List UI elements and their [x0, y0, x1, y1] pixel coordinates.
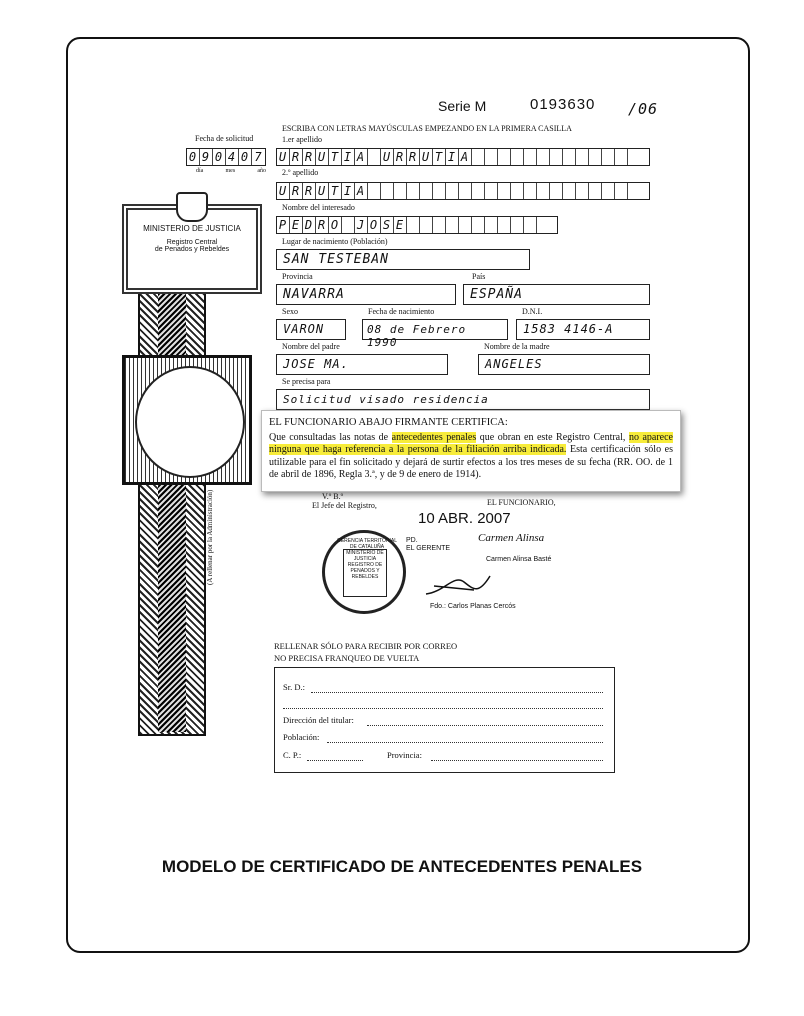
gerente-label: EL GERENTE	[406, 545, 451, 552]
decorative-medallion	[122, 355, 252, 485]
nombre-grid[interactable]: P E D R O J O S E	[276, 216, 558, 234]
padre-label: Nombre del padre	[282, 342, 340, 351]
mail-provincia-input[interactable]	[431, 760, 603, 761]
official-stamp: GERENCIA TERRITORIAL DE CATALUÑA MINISTERIO DE JUSTICIA REGISTRO DE PENADOS Y REBELDES	[322, 530, 406, 614]
ministry-emblem	[122, 204, 262, 294]
fecha-solicitud-sub: día mes año	[196, 168, 266, 174]
apellido1-label: 1.er apellido	[282, 135, 322, 144]
vb-label: V.º B.º	[322, 492, 344, 501]
signature-date: 10 ABR. 2007	[418, 510, 511, 527]
sr-label: Sr. D.:	[283, 682, 305, 692]
direccion-input[interactable]	[367, 725, 603, 726]
pd-label: PD.	[406, 537, 418, 544]
fecha-nac-label: Fecha de nacimiento	[368, 307, 435, 316]
ministry-line2: de Penados y Rebeldes	[154, 246, 230, 253]
caption: MODELO DE CERTIFICADO DE ANTECEDENTES PENALES	[161, 857, 643, 876]
direccion-label: Dirección del titular:	[283, 715, 354, 725]
provincia-field[interactable]: NAVARRA	[276, 284, 456, 305]
signature-carmen: Carmen Alinsa	[478, 532, 545, 544]
ministry-name: MINISTERIO DE JUSTICIA	[143, 224, 241, 233]
highlight-antecedentes: antecedentes penales	[391, 431, 477, 443]
nombre-label: Nombre del interesado	[282, 203, 355, 212]
certification-heading: EL FUNCIONARIO ABAJO FIRMANTE CERTIFICA:	[269, 417, 508, 428]
cp-input[interactable]	[307, 760, 363, 761]
cp-label: C. P.:	[283, 750, 302, 760]
serie-number: 0193630	[530, 96, 596, 113]
madre-label: Nombre de la madre	[484, 342, 550, 351]
ministry-line1: Registro Central	[166, 239, 218, 246]
precisa-field[interactable]: Solicitud visado residencia	[276, 389, 650, 410]
padre-field[interactable]: JOSE MA.	[276, 354, 448, 375]
pais-field[interactable]: ESPAÑA	[463, 284, 650, 305]
funcionario-label: EL FUNCIONARIO,	[487, 498, 556, 507]
mail-address-box	[274, 667, 615, 773]
signature-carmen-name: Carmen Alinsa Basté	[486, 556, 552, 563]
lugar-label: Lugar de nacimiento (Población)	[282, 237, 388, 246]
apellido2-label: 2.º apellido	[282, 168, 319, 177]
sr-input-2[interactable]	[283, 708, 603, 709]
sr-input[interactable]	[311, 692, 603, 693]
sexo-field[interactable]: VARON	[276, 319, 346, 340]
crown-shield-icon	[176, 192, 208, 222]
jefe-label: El Jefe del Registro,	[312, 501, 377, 510]
dni-label: D.N.I.	[522, 307, 543, 316]
fecha-nac-field[interactable]: 08 de Febrero 1990	[362, 319, 508, 340]
apellido2-grid[interactable]: U R R U T I A	[276, 182, 650, 200]
poblacion-input[interactable]	[327, 742, 603, 743]
pais-label: País	[472, 272, 486, 281]
serie-label: Serie M	[438, 98, 487, 114]
mail-line1: RELLENAR SÓLO PARA RECIBIR POR CORREO	[274, 641, 458, 651]
mail-line2: NO PRECISA FRANQUEO DE VUELTA	[274, 653, 420, 663]
mail-provincia-label: Provincia:	[387, 750, 422, 760]
fecha-solicitud-label: Fecha de solicitud	[195, 134, 254, 143]
certification-text: EL FUNCIONARIO ABAJO FIRMANTE CERTIFICA: Que consultadas las notas de antecedentes penales que obran en este Registro Central, no aparece ninguna que haga referencia a la persona de la filiación arriba indicada. Esta certificación sólo es utilizable para el fin solicitado y dejará de surtir efectos a los tres meses de su fecha (RR. OO. de 1 de abril de 1896, Regla 3.ª, y de 9 de enero de 1914).	[261, 410, 681, 492]
dni-field[interactable]: 1583 4146-A	[516, 319, 650, 340]
lugar-field[interactable]: SAN TESTEBAN	[276, 249, 530, 270]
fecha-solicitud-grid[interactable]: 0 9 0 4 0 7	[186, 148, 266, 166]
provincia-label: Provincia	[282, 272, 313, 281]
decorative-pillar-inner	[158, 282, 186, 732]
precisa-label: Se precisa para	[282, 377, 331, 386]
instructions: ESCRIBA CON LETRAS MAYÚSCULAS EMPEZANDO EN LA PRIMERA CASILLA	[282, 124, 572, 133]
highlight-no-aparece: no aparece ninguna que haga referencia a la persona de la filiación arriba indicada.	[269, 431, 673, 455]
poblacion-label: Población:	[283, 732, 320, 742]
apellido1-grid[interactable]: U R R U T I A U R R U T I A	[276, 148, 650, 166]
signature-carlos-name: Fdo.: Carlos Planas Cercós	[430, 603, 516, 610]
sexo-label: Sexo	[282, 307, 298, 316]
side-note: (A rellenar por la Administración)	[206, 489, 214, 585]
madre-field[interactable]: ANGELES	[478, 354, 650, 375]
signature-scrawl	[424, 564, 494, 604]
serie-suffix: /06	[628, 100, 659, 118]
